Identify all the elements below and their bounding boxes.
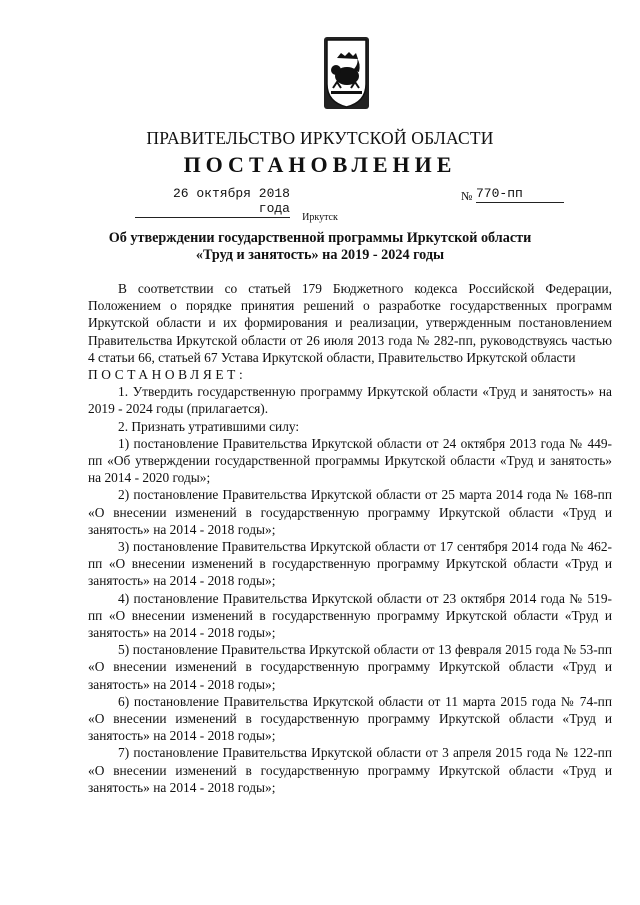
document-title xyxy=(0,230,640,264)
subitem-6: 6) постановление Правительства Иркутской области от 11 марта 2015 года № 74-пп «О внесении изменений в государственную программу Иркутской области «Труд и занятость» на 2014 - 2018 годы»; xyxy=(88,693,612,744)
item-2: 2. Признать утратившими силу: xyxy=(118,418,300,434)
document-body xyxy=(88,280,612,796)
preamble-paragraph: В соответствии со статьей 179 Бюджетного кодекса Российской Федерации, Положением о порядке принятия решений о разработке государственных программ Иркутской области и их формирования и реализации, утвержденным постановлением Правительства Иркутской области от 26 июля 2013 года № 282-пп, руководствуясь частью 4 статьи 66, статьей 67 Устава Иркутской области, Правительство Иркутской области xyxy=(88,281,612,365)
number-sign: № xyxy=(461,189,473,203)
title-line-1: Об утверждении государственной программы Иркутской области xyxy=(108,230,532,246)
subitem-4: 4) постановление Правительства Иркутской области от 23 октября 2014 года № 519-пп «О внесении изменений в государственную программу Иркутской области «Труд и занятость» на 2014 - 2018 годы»; xyxy=(88,590,612,641)
subitem-2: 2) постановление Правительства Иркутской области от 25 марта 2014 года № 168-пп «О внесении изменений в государственную программу Иркутской области «Труд и занятость» на 2014 - 2018 годы»; xyxy=(88,487,612,537)
subitem-7: 7) постановление Правительства Иркутской области от 3 апреля 2015 года № 122-пп «О внесении изменений в государственную программу Иркутской области «Труд и занятость» на 2014 - 2018 годы»; xyxy=(88,745,612,795)
document-number: 770-пп xyxy=(476,186,564,203)
subitem-5: 5) постановление Правительства Иркутской области от 13 февраля 2015 года № 53-пп «О внесении изменений в государственную программу Иркутской области «Труд и занятость» на 2014 - 2018 годы»; xyxy=(88,642,612,692)
irkutsk-coat-of-arms-icon xyxy=(323,36,370,110)
government-name: ПРАВИТЕЛЬСТВО ИРКУТСКОЙ ОБЛАСТИ xyxy=(146,128,494,148)
document-type: ПОСТАНОВЛЕНИЕ xyxy=(183,152,457,177)
document-date: 26 октября 2018 года xyxy=(135,186,290,218)
subitem-1: 1) постановление Правительства Иркутской области от 24 октября 2013 года № 449-пп «Об утверждении государственной программы Иркутской области «Труд и занятость» на 2014 - 2020 годы»; xyxy=(88,435,612,486)
item-1: 1. Утвердить государственную программу Иркутской области «Труд и занятость» на 2019 - 2024 годы (прилагается). xyxy=(88,384,612,417)
city: Иркутск xyxy=(302,212,338,223)
title-line-2: «Труд и занятость» на 2019 - 2024 годы xyxy=(195,247,445,263)
resolves-heading: ПОСТАНОВЛЯЕТ: xyxy=(88,367,247,383)
subitem-3: 3) постановление Правительства Иркутской области от 17 сентября 2014 года № 462-пп «О внесении изменений в государственную программу Иркутской области «Труд и занятость» на 2014 - 2018 годы»; xyxy=(88,539,612,589)
